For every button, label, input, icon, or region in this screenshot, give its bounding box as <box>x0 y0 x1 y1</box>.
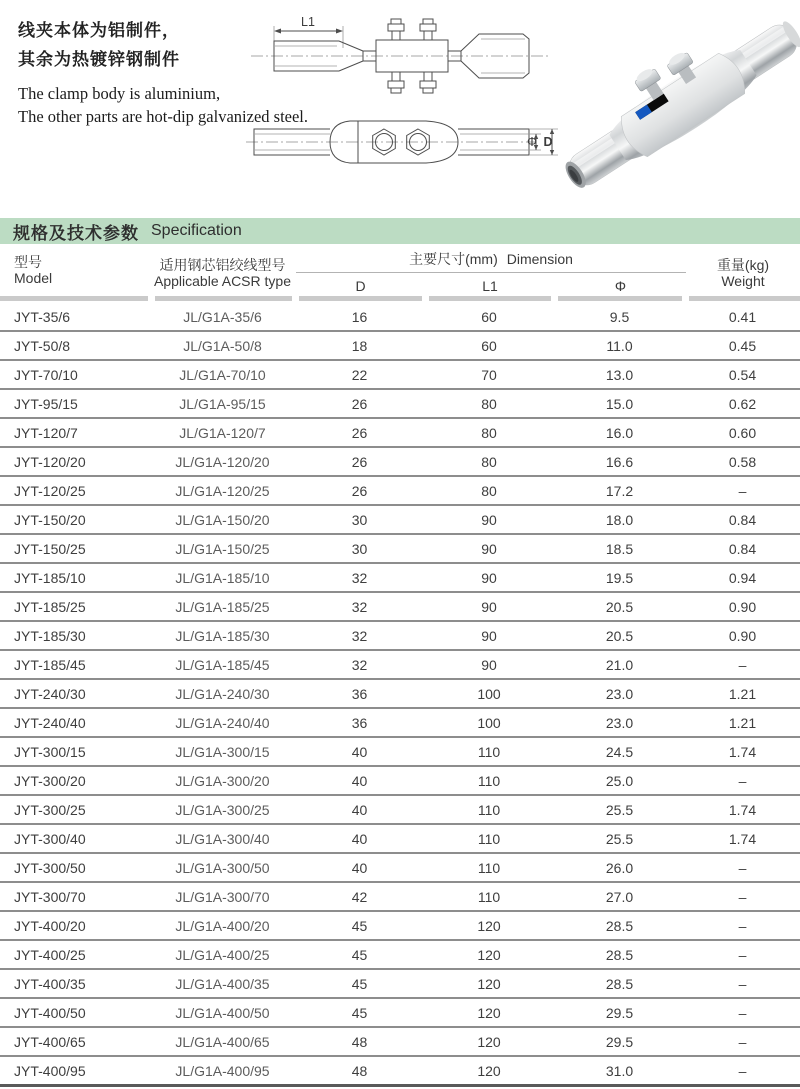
weight-cell: 1.74 <box>685 737 800 766</box>
acsr-cell: JL/G1A-70/10 <box>150 360 295 389</box>
d-cell: 22 <box>295 360 424 389</box>
phi-cell: 19.5 <box>554 563 685 592</box>
model-cell: JYT-400/35 <box>0 969 150 998</box>
model-cell: JYT-185/10 <box>0 563 150 592</box>
model-cell: JYT-300/15 <box>0 737 150 766</box>
l1-cell: 120 <box>424 911 554 940</box>
phi-cell: 23.0 <box>554 708 685 737</box>
l1-cell: 60 <box>481 308 497 325</box>
header-weight <box>686 257 800 289</box>
d-cell: 36 <box>295 708 424 737</box>
model-cell: JYT-150/25 <box>0 534 150 563</box>
phi-cell: 25.5 <box>554 795 685 824</box>
l1-cell: 60 <box>424 331 554 360</box>
acsr-cell: JL/G1A-150/20 <box>150 505 295 534</box>
model-cell: JYT-120/7 <box>0 418 150 447</box>
acsr-cell: JL/G1A-300/40 <box>150 824 295 853</box>
header-model-en: Model <box>14 270 53 286</box>
weight-cell: – <box>685 911 800 940</box>
model-cell: JYT-300/25 <box>0 795 150 824</box>
table-row <box>0 824 800 853</box>
phi-cell: 29.5 <box>554 998 685 1027</box>
weight-cell: 1.74 <box>685 824 800 853</box>
top-view-drawing <box>246 110 561 202</box>
weight-cell: 0.60 <box>685 418 800 447</box>
section-header-bar <box>0 218 800 244</box>
phi-cell: 11.0 <box>554 331 685 360</box>
d-cell: 18 <box>295 331 424 360</box>
acsr-cell: JL/G1A-300/50 <box>150 853 295 882</box>
acsr-cell: JL/G1A-185/30 <box>150 621 295 650</box>
l1-cell: 90 <box>424 621 554 650</box>
weight-cell: – <box>685 969 800 998</box>
d-cell: 36 <box>295 679 424 708</box>
l1-cell: 110 <box>424 737 554 766</box>
l1-cell: 120 <box>424 1027 554 1056</box>
d-cell: 32 <box>295 592 424 621</box>
header-acsr <box>150 257 295 289</box>
phi-cell: 18.5 <box>554 534 685 563</box>
header-weight-zh: 重量(kg) <box>716 257 770 273</box>
phi-cell: 15.0 <box>554 389 685 418</box>
weight-cell: 1.21 <box>685 708 800 737</box>
table-row <box>0 592 800 621</box>
acsr-cell: JL/G1A-300/20 <box>150 766 295 795</box>
header-acsr-zh: 适用钢芯铝绞线型号 <box>159 257 286 273</box>
table-row <box>0 563 800 592</box>
table-row <box>0 1027 800 1056</box>
phi-cell: 28.5 <box>554 940 685 969</box>
phi-cell: 26.0 <box>554 853 685 882</box>
model-cell: JYT-300/70 <box>0 882 150 911</box>
table-row <box>0 650 800 679</box>
l1-cell: 110 <box>424 882 554 911</box>
d-cell: 16 <box>351 308 368 325</box>
d-cell: 32 <box>295 563 424 592</box>
phi-cell: 27.0 <box>554 882 685 911</box>
weight-cell: – <box>685 853 800 882</box>
table-row <box>0 998 800 1027</box>
section-title-en: Specification <box>151 222 242 239</box>
header-dimension-en: Dimension <box>506 251 573 267</box>
header-model-zh: 型号 <box>14 254 42 270</box>
d-cell: 42 <box>295 882 424 911</box>
header-model <box>14 254 52 286</box>
product-photo <box>563 5 800 201</box>
header-col-d: D <box>355 278 366 294</box>
header-weight-en: Weight <box>721 273 765 289</box>
phi-cell: 20.5 <box>554 621 685 650</box>
acsr-cell: JL/G1A-185/10 <box>150 563 295 592</box>
weight-cell: 0.62 <box>685 389 800 418</box>
phi-cell: 21.0 <box>554 650 685 679</box>
model-cell: JYT-95/15 <box>0 389 150 418</box>
header-acsr-en: Applicable ACSR type <box>154 273 291 289</box>
phi-cell: 17.2 <box>554 476 685 505</box>
dim-label-phi: Φ <box>527 135 537 149</box>
table-row <box>0 331 800 360</box>
acsr-cell: JL/G1A-35/6 <box>183 308 262 325</box>
phi-cell: 28.5 <box>554 969 685 998</box>
l1-cell: 90 <box>424 650 554 679</box>
table-row <box>0 969 800 998</box>
model-cell: JYT-70/10 <box>0 360 150 389</box>
d-cell: 40 <box>295 737 424 766</box>
table-row <box>0 853 800 882</box>
phi-cell: 28.5 <box>554 911 685 940</box>
d-cell: 26 <box>295 476 424 505</box>
header-dimension-group <box>296 249 686 294</box>
weight-cell: 0.41 <box>728 308 757 325</box>
acsr-cell: JL/G1A-300/25 <box>150 795 295 824</box>
weight-cell: – <box>685 650 800 679</box>
spec-table <box>0 303 800 1087</box>
d-cell: 26 <box>295 447 424 476</box>
model-cell: JYT-240/40 <box>0 708 150 737</box>
acsr-cell: JL/G1A-150/25 <box>150 534 295 563</box>
acsr-cell: JL/G1A-120/25 <box>150 476 295 505</box>
l1-cell: 100 <box>424 679 554 708</box>
table-row <box>0 679 800 708</box>
weight-cell: – <box>685 766 800 795</box>
phi-cell: 9.5 <box>609 308 630 325</box>
spec-table-header <box>0 248 800 296</box>
l1-cell: 110 <box>424 853 554 882</box>
phi-cell: 20.5 <box>554 592 685 621</box>
table-row <box>0 737 800 766</box>
acsr-cell: JL/G1A-400/95 <box>150 1056 295 1086</box>
table-row <box>0 795 800 824</box>
phi-cell: 13.0 <box>554 360 685 389</box>
material-note-en-1: The clamp body is aluminium, <box>18 84 221 103</box>
acsr-cell: JL/G1A-50/8 <box>150 331 295 360</box>
d-cell: 32 <box>295 650 424 679</box>
phi-cell: 16.0 <box>554 418 685 447</box>
model-cell: JYT-120/25 <box>0 476 150 505</box>
phi-cell: 29.5 <box>554 1027 685 1056</box>
d-cell: 45 <box>295 969 424 998</box>
table-row <box>0 766 800 795</box>
phi-cell: 24.5 <box>554 737 685 766</box>
table-row <box>0 911 800 940</box>
d-cell: 40 <box>295 795 424 824</box>
weight-cell: 0.84 <box>685 534 800 563</box>
model-cell: JYT-400/50 <box>0 998 150 1027</box>
d-cell: 45 <box>295 940 424 969</box>
l1-cell: 110 <box>424 766 554 795</box>
l1-cell: 80 <box>424 447 554 476</box>
acsr-cell: JL/G1A-400/25 <box>150 940 295 969</box>
material-note-zh-1: 线夹本体为铝制件， <box>18 21 180 40</box>
l1-cell: 90 <box>424 505 554 534</box>
weight-cell: – <box>685 1056 800 1086</box>
table-row <box>0 940 800 969</box>
acsr-cell: JL/G1A-240/30 <box>150 679 295 708</box>
phi-cell: 25.0 <box>554 766 685 795</box>
model-cell: JYT-400/65 <box>0 1027 150 1056</box>
model-cell: JYT-300/20 <box>0 766 150 795</box>
table-row <box>0 882 800 911</box>
model-cell: JYT-185/45 <box>0 650 150 679</box>
acsr-cell: JL/G1A-300/15 <box>150 737 295 766</box>
section-title-zh: 规格及技术参数 <box>13 223 139 243</box>
phi-cell: 16.6 <box>554 447 685 476</box>
weight-cell: – <box>685 1027 800 1056</box>
weight-cell: 1.74 <box>685 795 800 824</box>
model-cell: JYT-185/25 <box>0 592 150 621</box>
model-cell: JYT-400/25 <box>0 940 150 969</box>
material-note-en-2: The other parts are hot-dip galvanized steel. <box>18 107 309 126</box>
phi-cell: 31.0 <box>554 1056 685 1086</box>
l1-cell: 80 <box>424 389 554 418</box>
weight-cell: – <box>685 998 800 1027</box>
l1-cell: 70 <box>424 360 554 389</box>
model-cell: JYT-300/40 <box>0 824 150 853</box>
acsr-cell: JL/G1A-185/45 <box>150 650 295 679</box>
d-cell: 30 <box>295 505 424 534</box>
l1-cell: 90 <box>424 592 554 621</box>
table-row <box>0 1056 800 1086</box>
l1-cell: 80 <box>424 418 554 447</box>
model-cell: JYT-150/20 <box>0 505 150 534</box>
l1-cell: 120 <box>424 1056 554 1086</box>
l1-cell: 80 <box>424 476 554 505</box>
table-row <box>0 708 800 737</box>
weight-cell: – <box>685 882 800 911</box>
header-col-phi: Φ <box>614 278 627 294</box>
d-cell: 40 <box>295 824 424 853</box>
weight-cell: – <box>685 940 800 969</box>
model-cell: JYT-400/20 <box>0 911 150 940</box>
d-cell: 26 <box>295 418 424 447</box>
d-cell: 30 <box>295 534 424 563</box>
acsr-cell: JL/G1A-95/15 <box>150 389 295 418</box>
table-row <box>0 534 800 563</box>
model-cell: JYT-50/8 <box>0 331 150 360</box>
l1-cell: 110 <box>424 824 554 853</box>
acsr-cell: JL/G1A-400/35 <box>150 969 295 998</box>
table-row <box>0 505 800 534</box>
dim-label-d: D <box>543 135 553 149</box>
weight-cell: 1.21 <box>685 679 800 708</box>
d-cell: 40 <box>295 766 424 795</box>
weight-cell: 0.90 <box>685 621 800 650</box>
acsr-cell: JL/G1A-120/20 <box>150 447 295 476</box>
weight-cell: 0.45 <box>685 331 800 360</box>
phi-cell: 18.0 <box>554 505 685 534</box>
phi-cell: 23.0 <box>554 679 685 708</box>
d-cell: 48 <box>295 1027 424 1056</box>
acsr-cell: JL/G1A-400/20 <box>150 911 295 940</box>
d-cell: 40 <box>295 853 424 882</box>
dim-label-l1: L1 <box>301 15 315 29</box>
l1-cell: 90 <box>424 563 554 592</box>
model-cell: JYT-185/30 <box>0 621 150 650</box>
side-view-drawing <box>251 8 551 108</box>
header-dimension-zh: 主要尺寸(mm) <box>409 251 498 267</box>
d-cell: 48 <box>295 1056 424 1086</box>
weight-cell: 0.94 <box>685 563 800 592</box>
d-cell: 45 <box>295 998 424 1027</box>
weight-cell: 0.54 <box>685 360 800 389</box>
acsr-cell: JL/G1A-300/70 <box>150 882 295 911</box>
acsr-cell: JL/G1A-400/50 <box>150 998 295 1027</box>
acsr-cell: JL/G1A-240/40 <box>150 708 295 737</box>
table-row <box>0 360 800 389</box>
l1-cell: 120 <box>424 940 554 969</box>
acsr-cell: JL/G1A-400/65 <box>150 1027 295 1056</box>
table-row <box>0 476 800 505</box>
weight-cell: 0.58 <box>685 447 800 476</box>
l1-cell: 90 <box>424 534 554 563</box>
table-row <box>0 621 800 650</box>
acsr-cell: JL/G1A-120/7 <box>150 418 295 447</box>
l1-cell: 110 <box>424 795 554 824</box>
model-cell: JYT-240/30 <box>0 679 150 708</box>
header-col-l1: L1 <box>482 278 498 294</box>
weight-cell: 0.84 <box>685 505 800 534</box>
model-cell: JYT-35/6 <box>14 308 71 325</box>
l1-cell: 120 <box>424 998 554 1027</box>
table-row <box>0 389 800 418</box>
material-note-zh-2: 其余为热镀锌钢制件 <box>18 50 180 69</box>
model-cell: JYT-400/95 <box>0 1056 150 1086</box>
model-cell: JYT-120/20 <box>0 447 150 476</box>
l1-cell: 120 <box>424 969 554 998</box>
table-row <box>0 418 800 447</box>
spec-table-body <box>0 303 800 1086</box>
weight-cell: – <box>685 476 800 505</box>
table-row <box>0 303 800 331</box>
acsr-cell: JL/G1A-185/25 <box>150 592 295 621</box>
d-cell: 32 <box>295 621 424 650</box>
model-cell: JYT-300/50 <box>0 853 150 882</box>
weight-cell: 0.90 <box>685 592 800 621</box>
phi-cell: 25.5 <box>554 824 685 853</box>
d-cell: 45 <box>295 911 424 940</box>
d-cell: 26 <box>295 389 424 418</box>
table-row <box>0 447 800 476</box>
l1-cell: 100 <box>424 708 554 737</box>
